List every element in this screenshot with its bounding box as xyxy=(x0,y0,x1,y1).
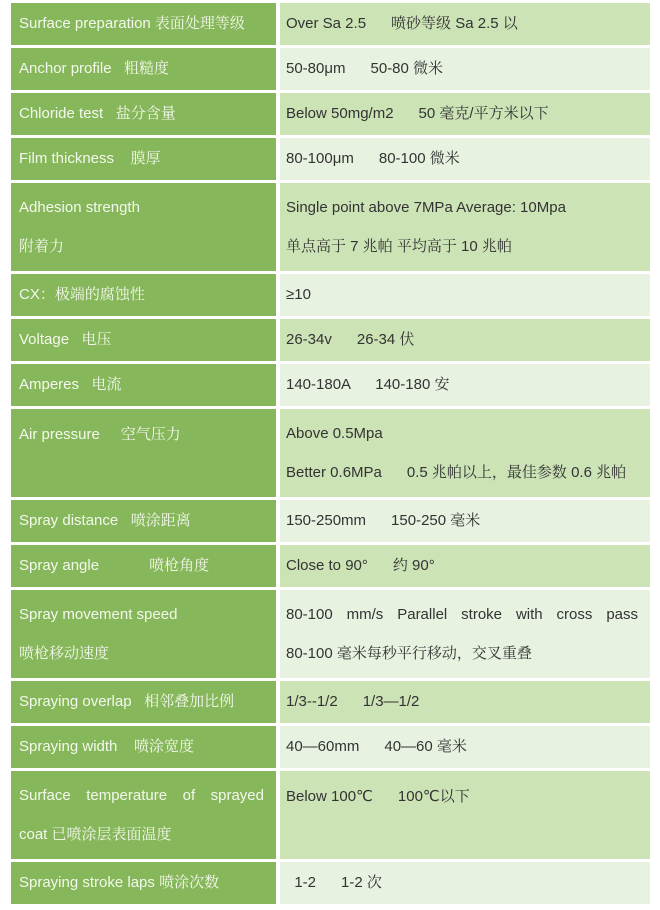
spec-value-cell xyxy=(280,3,650,45)
table-row xyxy=(11,590,650,678)
spec-name-cell xyxy=(11,681,276,723)
spec-line: 附着力 xyxy=(19,237,65,255)
spec-value-cell xyxy=(280,319,650,361)
spec-line: Spraying stroke laps 喷涂次数 xyxy=(19,874,220,892)
spec-line: Spray angle 喷枪角度 xyxy=(19,557,210,575)
spec-line: CX：极端的腐蚀性 xyxy=(19,286,145,304)
spec-line: Above 0.5Mpa xyxy=(286,424,383,442)
spec-name-cell xyxy=(11,726,276,768)
spec-line: 80-100 毫米每秒平行移动，交叉重叠 xyxy=(286,644,532,662)
table-row xyxy=(11,138,650,180)
spec-value-cell xyxy=(280,48,650,90)
spec-name-cell xyxy=(11,48,276,90)
table-row xyxy=(11,862,650,904)
table-row xyxy=(11,681,650,723)
spec-line: Amperes 电流 xyxy=(19,376,122,394)
spec-line: Chloride test 盐分含量 xyxy=(19,105,176,123)
spec-name-cell xyxy=(11,3,276,45)
spec-value-cell xyxy=(280,726,650,768)
spec-line: ≥10 xyxy=(286,286,311,304)
table-row xyxy=(11,183,650,271)
table-row xyxy=(11,409,650,497)
spec-line: Anchor profile 粗糙度 xyxy=(19,60,170,78)
spec-name-cell xyxy=(11,138,276,180)
spec-line: 80-100μm 80-100 微米 xyxy=(286,150,460,168)
spec-name-cell xyxy=(11,319,276,361)
spec-table xyxy=(11,3,650,904)
spec-value-cell xyxy=(280,409,650,497)
table-row xyxy=(11,364,650,406)
spec-line: 喷枪移动速度 xyxy=(19,644,110,662)
spec-name-cell xyxy=(11,590,276,678)
spec-line: 单点高于 7 兆帕 平均高于 10 兆帕 xyxy=(286,237,512,255)
spec-value-cell xyxy=(280,862,650,904)
spec-line: Voltage 电压 xyxy=(19,331,112,349)
spec-line: Film thickness 膜厚 xyxy=(19,150,161,168)
spec-value-cell xyxy=(280,681,650,723)
spec-name-cell xyxy=(11,500,276,542)
spec-value-cell xyxy=(280,771,650,859)
spec-line: Below 100℃ 100℃以下 xyxy=(286,787,470,805)
table-row xyxy=(11,500,650,542)
spec-name-cell xyxy=(11,771,276,859)
table-row xyxy=(11,3,650,45)
spec-line: Spraying overlap 相邻叠加比例 xyxy=(19,693,235,711)
spec-value-cell xyxy=(280,183,650,271)
spec-line: 1-2 1-2 次 xyxy=(286,874,382,892)
spec-value-cell xyxy=(280,274,650,316)
spec-line: Surface preparation 表面处理等级 xyxy=(19,15,245,33)
spec-line: Below 50mg/m2 50 毫克/平方米以下 xyxy=(286,105,549,123)
spec-name-cell xyxy=(11,93,276,135)
spec-line: 80-100 mm/s Parallel stroke with cross pass xyxy=(286,605,638,623)
table-row xyxy=(11,545,650,587)
spec-line: Single point above 7MPa Average: 10Mpa xyxy=(286,198,566,216)
spec-name-cell xyxy=(11,862,276,904)
spec-value-cell xyxy=(280,590,650,678)
spec-value-cell xyxy=(280,500,650,542)
spec-line: Spray movement speed xyxy=(19,605,178,623)
spec-line: 26-34v 26-34 伏 xyxy=(286,331,415,349)
table-row xyxy=(11,93,650,135)
spec-name-cell xyxy=(11,274,276,316)
spec-line: Spray distance 喷涂距离 xyxy=(19,512,191,530)
spec-line: 140-180A 140-180 安 xyxy=(286,376,450,394)
spec-value-cell xyxy=(280,93,650,135)
spec-name-cell xyxy=(11,409,276,497)
spec-line: 150-250mm 150-250 毫米 xyxy=(286,512,481,530)
spec-line: 40—60mm 40—60 毫米 xyxy=(286,738,467,756)
spec-name-cell xyxy=(11,183,276,271)
spec-line: Adhesion strength xyxy=(19,198,140,216)
spec-line: Over Sa 2.5 喷砂等级 Sa 2.5 以 xyxy=(286,15,518,33)
spec-line: Better 0.6MPa 0.5 兆帕以上，最佳参数 0.6 兆帕 xyxy=(286,463,627,481)
spec-value-cell xyxy=(280,545,650,587)
table-row xyxy=(11,48,650,90)
spec-line xyxy=(19,466,272,481)
table-row xyxy=(11,319,650,361)
spec-line xyxy=(286,828,646,843)
table-row xyxy=(11,274,650,316)
spec-line: coat 已喷涂层表面温度 xyxy=(19,825,172,843)
spec-value-cell xyxy=(280,138,650,180)
spec-line: Spraying width 喷涂宽度 xyxy=(19,738,195,756)
table-row xyxy=(11,726,650,768)
spec-value-cell xyxy=(280,364,650,406)
spec-line: 1/3--1/2 1/3—1/2 xyxy=(286,693,420,711)
spec-name-cell xyxy=(11,545,276,587)
spec-line: 50-80μm 50-80 微米 xyxy=(286,60,444,78)
spec-line: Close to 90° 约 90° xyxy=(286,557,435,575)
spec-line: Surface temperature of sprayed xyxy=(19,786,264,804)
spec-name-cell xyxy=(11,364,276,406)
spec-line: Air pressure 空气压力 xyxy=(19,425,181,443)
table-row xyxy=(11,771,650,859)
